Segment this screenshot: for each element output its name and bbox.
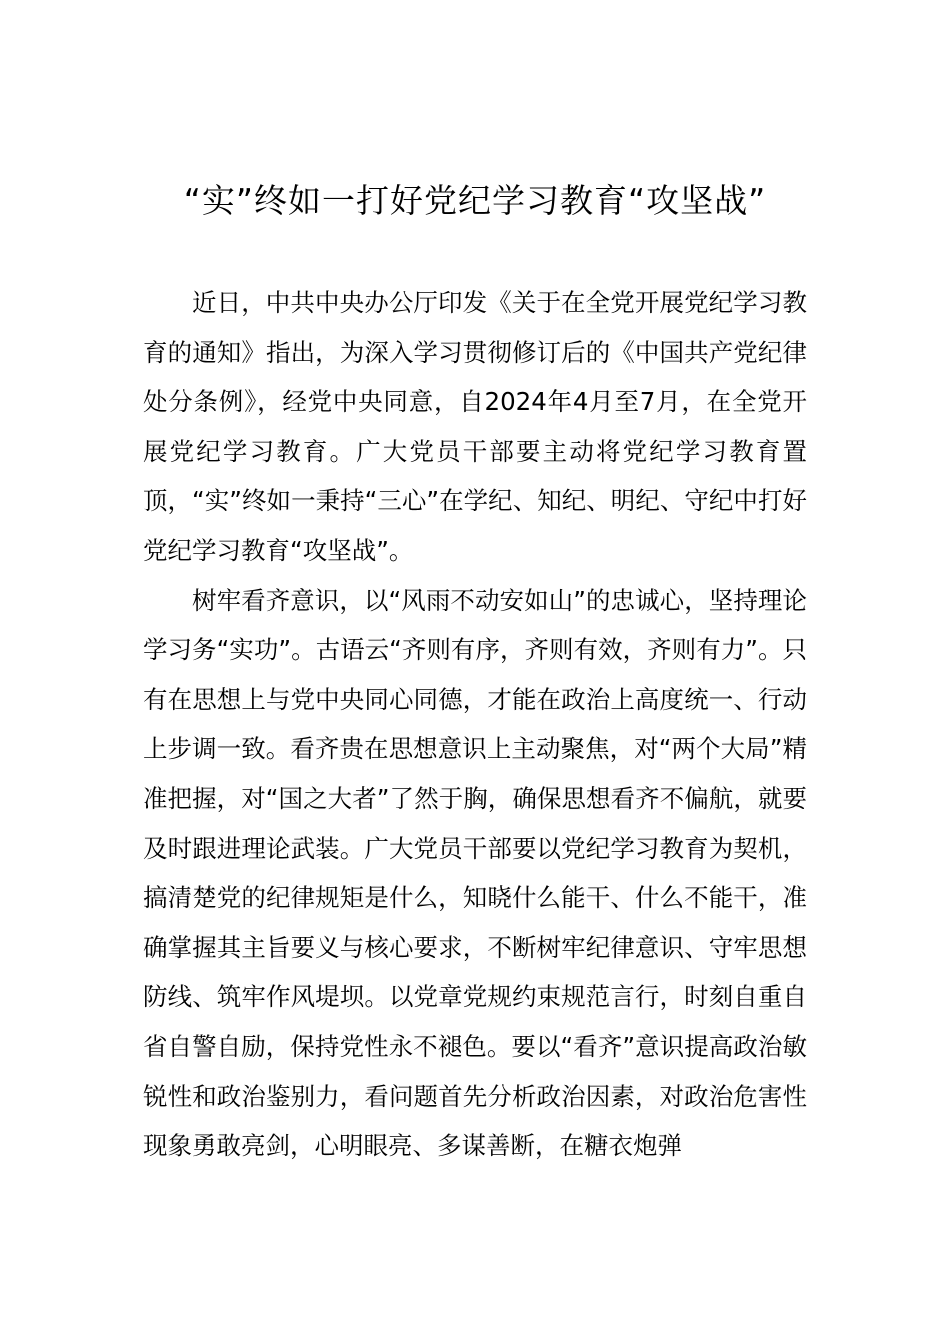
document-body	[143, 278, 807, 1171]
document-title: “实”终如一打好党纪学习教育“攻坚战”	[183, 181, 767, 220]
paragraph-intro: 近日，中共中央办公厅印发《关于在全党开展党纪学习教育的通知》指出，为深入学习贯彻修订后的《中国共产党纪律处分条例》，经党中央同意，自2024年4月至7月，在全党开展党纪学习教育。广大党员干部要主动将党纪学习教育置顶，“实”终如一秉持“三心”在学纪、知纪、明纪、守纪中打好党纪学习教育“攻坚战”。	[143, 288, 807, 565]
paragraph-alignment-awareness: 树牢看齐意识，以“风雨不动安如山”的忠诚心，坚持理论学习务“实功”。古语云“齐则有序，齐则有效，齐则有力”。只有在思想上与党中央同心同德，才能在政治上高度统一、行动上步调一致。看齐贵在思想意识上主动聚焦，对“两个大局”精准把握，对“国之大者”了然于胸，确保思想看齐不偏航，就要及时跟进理论武装。广大党员干部要以党纪学习教育为契机，搞清楚党的纪律规矩是什么，知晓什么能干、什么不能干，准确掌握其主旨要义与核心要求，不断树牢纪律意识、守牢思想防线、筑牢作风堤坝。以党章党规约束规范言行，时刻自重自省自警自励，保持党性永不褪色。要以“看齐”意识提高政治敏锐性和政治鉴别力，看问题首先分析政治因素，对政治危害性现象勇敢亮剑，心明眼亮、多谋善断，在糖衣炮弹	[143, 585, 807, 1161]
